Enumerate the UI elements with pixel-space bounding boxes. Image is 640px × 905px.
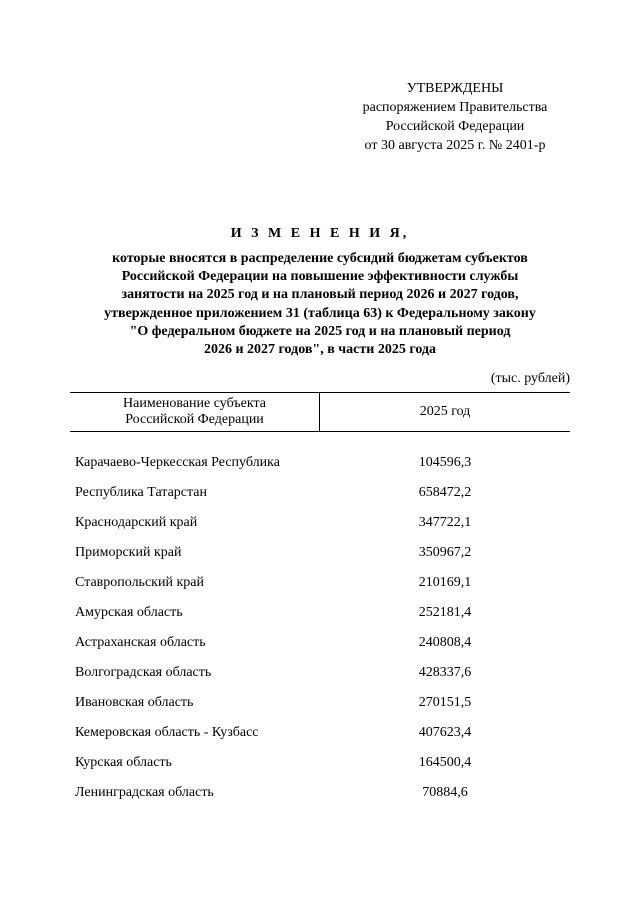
- region-name: Волгоградская область: [75, 665, 212, 680]
- document-subtitle: [60, 250, 580, 359]
- region-name: Курская область: [75, 755, 172, 770]
- region-name: Кемеровская область - Кузбасс: [75, 725, 259, 740]
- subtitle-line: "О федеральном бюджете на 2025 год и на плановый период: [129, 323, 511, 339]
- column-header-region: [70, 393, 320, 431]
- subsidy-value: 252181,4: [418, 605, 472, 620]
- subsidy-value: 164500,4: [418, 755, 472, 770]
- document-title: И З М Е Н Е Н И Я,: [230, 226, 410, 241]
- region-name: Приморский край: [75, 545, 182, 560]
- region-name: Краснодарский край: [75, 515, 198, 530]
- region-name: Республика Татарстан: [75, 485, 208, 500]
- region-name: Ленинградская область: [75, 785, 214, 800]
- table-row: [70, 478, 570, 508]
- approval-line: от 30 августа 2025 г. № 2401-р: [364, 138, 546, 153]
- table-header: [70, 392, 570, 432]
- approval-heading: УТВЕРЖДЕНЫ: [406, 81, 504, 96]
- subsidy-table: [70, 392, 570, 808]
- table-row: [70, 688, 570, 718]
- table-row: [70, 658, 570, 688]
- region-name: Амурская область: [75, 605, 183, 620]
- column-header-year: 2025 год: [419, 404, 471, 419]
- subsidy-value: 658472,2: [418, 485, 472, 500]
- region-name: Астраханская область: [75, 635, 206, 650]
- unit-label: (тыс. рублей): [490, 371, 570, 386]
- subtitle-line: 2026 и 2027 годов", в части 2025 года: [203, 342, 437, 358]
- subtitle-line: которые вносятся в распределение субсидий бюджетам субъектов: [112, 251, 528, 266]
- subtitle-line: утвержденное приложением 31 (таблица 63) к Федеральному закону: [104, 305, 536, 321]
- subsidy-value: 428337,6: [418, 665, 472, 680]
- table-body: [70, 448, 570, 808]
- subsidy-value: 104596,3: [418, 455, 472, 470]
- subsidy-value: 70884,6: [422, 785, 468, 800]
- table-row: [70, 448, 570, 478]
- table-row: [70, 598, 570, 628]
- column-header-line: Российской Федерации: [125, 412, 264, 427]
- subsidy-value: 210169,1: [418, 575, 472, 590]
- subsidy-value: 350967,2: [418, 545, 472, 560]
- table-row: [70, 568, 570, 598]
- table-row: [70, 508, 570, 538]
- column-header-line: Наименование субъекта: [123, 396, 266, 411]
- region-name: Карачаево-Черкесская Республика: [75, 455, 280, 470]
- subtitle-line: Российской Федерации на повышение эффективности службы: [121, 269, 519, 285]
- subsidy-value: 407623,4: [418, 725, 472, 740]
- subsidy-value: 240808,4: [418, 635, 472, 650]
- table-row: [70, 628, 570, 658]
- table-row: [70, 538, 570, 568]
- subsidy-value: 347722,1: [418, 515, 472, 530]
- table-row: [70, 748, 570, 778]
- approval-line: Российской Федерации: [385, 119, 525, 134]
- subsidy-value: 270151,5: [418, 695, 472, 710]
- region-name: Ставропольский край: [75, 575, 204, 590]
- table-row: [70, 718, 570, 748]
- approval-line: распоряжением Правительства: [362, 100, 548, 115]
- approval-block: [330, 79, 580, 155]
- subtitle-line: занятости на 2025 год и на плановый период 2026 и 2027 годов,: [121, 287, 519, 303]
- region-name: Ивановская область: [75, 695, 194, 710]
- table-row: [70, 778, 570, 808]
